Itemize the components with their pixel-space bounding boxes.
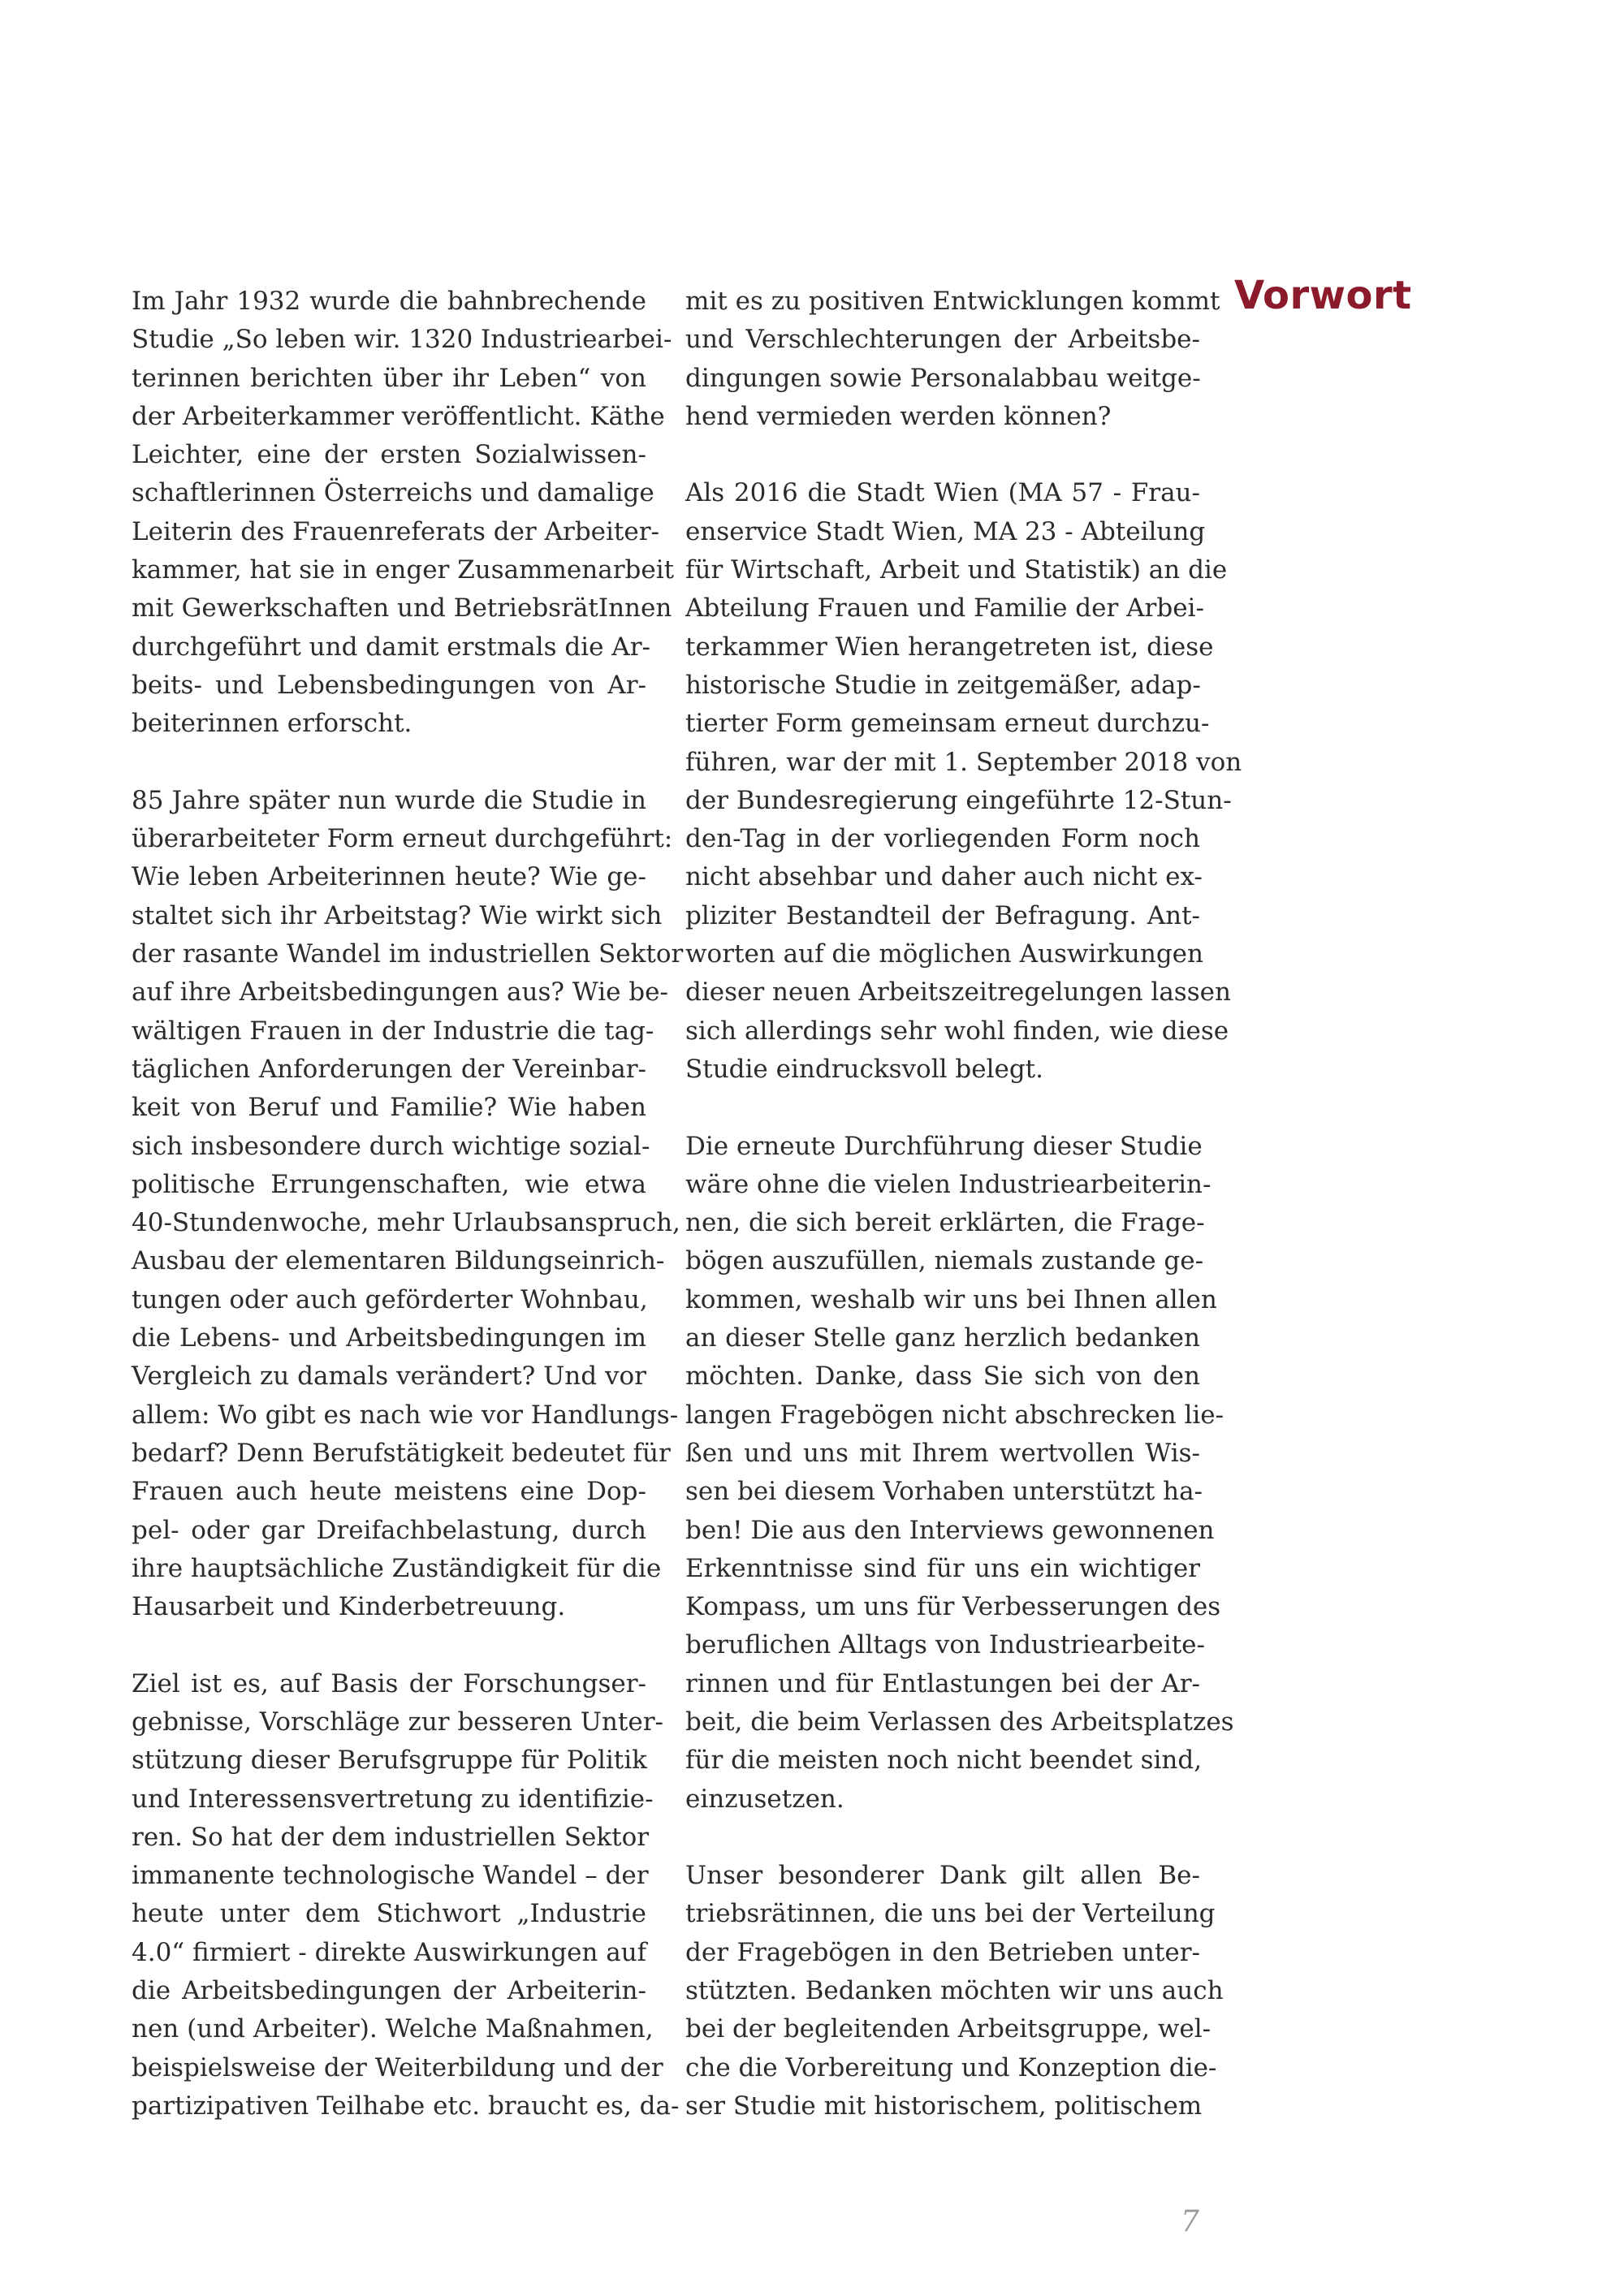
text-line: terinnen berichten über ihr Leben“ von: [132, 363, 646, 393]
text-line: stützten. Bedanken möchten wir uns auch: [685, 1976, 1224, 2006]
text-line: auf ihre Arbeitsbedingungen aus? Wie be-: [132, 978, 668, 1008]
text-line: Als 2016 die Stadt Wien (MA 57 - Frau-: [685, 478, 1200, 508]
text-line: ser Studie mit historischem, politischem: [685, 2091, 1203, 2121]
text-line: der Arbeiterkammer veröffentlicht. Käthe: [132, 401, 665, 431]
text-line: Ausbau der elementaren Bildungseinrich-: [132, 1246, 665, 1276]
text-line: beruflichen Alltags von Industriearbeite-: [685, 1630, 1205, 1660]
text-line: beit, die beim Verlassen des Arbeitsplatzes: [685, 1707, 1234, 1737]
text-column-left: [132, 283, 684, 2126]
text-line: nen, die sich bereit erklärten, die Frage-: [685, 1208, 1205, 1238]
text-line: 40-Stundenwoche, mehr Urlaubsanspruch,: [132, 1208, 680, 1238]
text-line: für die meisten noch nicht beendet sind,: [685, 1746, 1203, 1776]
text-line: rinnen und für Entlastungen bei der Ar-: [685, 1668, 1200, 1698]
text-line: Unser besonderer Dank gilt allen Be-: [685, 1861, 1200, 1891]
text-line: worten auf die möglichen Auswirkungen: [685, 939, 1203, 969]
text-line: täglichen Anforderungen der Vereinbar-: [132, 1054, 646, 1084]
text-line: politische Errungenschaften, wie etwa: [132, 1169, 646, 1199]
paragraph: [132, 1665, 680, 2126]
paragraph: [685, 1128, 1234, 1819]
text-line: der Bundesregierung eingeführte 12-Stun-: [685, 785, 1232, 815]
page-number: 7: [1181, 2205, 1199, 2238]
text-line: durchgeführt und damit erstmals die Ar-: [132, 632, 650, 662]
text-line: die Lebens- und Arbeitsbedingungen im: [132, 1323, 646, 1353]
paragraph-gap: [685, 436, 1200, 474]
text-line: ben! Die aus den Interviews gewonnenen: [685, 1515, 1215, 1545]
text-line: der rasante Wandel im industriellen Sektor: [132, 939, 684, 969]
text-line: ihre hauptsächliche Zuständigkeit für die: [132, 1553, 662, 1583]
text-line: Die erneute Durchführung dieser Studie: [685, 1131, 1203, 1161]
text-line: historische Studie in zeitgemäßer, adap-: [685, 670, 1201, 700]
text-line: der Fragebögen in den Betrieben unter-: [685, 1937, 1200, 1967]
text-line: staltet sich ihr Arbeitstag? Wie wirkt sich: [132, 900, 663, 930]
paragraph: [132, 782, 684, 1627]
text-line: stützung dieser Berufsgruppe für Politik: [132, 1746, 647, 1776]
paragraph-gap: [685, 1089, 1200, 1127]
text-line: Im Jahr 1932 wurde die bahnbrechende: [132, 287, 646, 316]
text-line: bei der begleitenden Arbeitsgruppe, wel-: [685, 2014, 1212, 2044]
text-line: sich allerdings sehr wohl finden, wie diese: [685, 1016, 1229, 1046]
text-line: mit Gewerkschaften und BetriebsrätInnen: [132, 593, 672, 624]
text-line: kammer, hat sie in enger Zusammenarbeit: [132, 555, 675, 585]
text-line: hend vermieden werden können?: [685, 401, 1112, 431]
text-line: beits- und Lebensbedingungen von Ar-: [132, 670, 646, 700]
text-line: allem: Wo gibt es nach wie vor Handlungs-: [132, 1400, 679, 1430]
text-line: nen (und Arbeiter). Welche Maßnahmen,: [132, 2014, 654, 2044]
text-line: schaftlerinnen Österreichs und damalige: [132, 478, 654, 508]
paragraph: [685, 1857, 1224, 2126]
text-line: partizipativen Teilhabe etc. braucht es, da-: [132, 2091, 680, 2121]
paragraph-gap: [685, 1819, 1200, 1857]
text-line: Frauen auch heute meistens eine Dop-: [132, 1477, 646, 1507]
text-column-right: [685, 283, 1242, 2126]
text-line: gebnisse, Vorschläge zur besseren Unter-: [132, 1707, 663, 1737]
text-line: Vergleich zu damals verändert? Und vor: [132, 1362, 646, 1392]
text-line: dieser neuen Arbeitszeitregelungen lassen: [685, 978, 1231, 1008]
text-line: tungen oder auch geförderter Wohnbau,: [132, 1284, 648, 1314]
paragraph: [685, 474, 1242, 1089]
text-line: nicht absehbar und daher auch nicht ex-: [685, 862, 1203, 892]
text-line: Leiterin des Frauenreferats der Arbeiter-: [132, 516, 660, 546]
text-line: tierter Form gemeinsam erneut durchzu-: [685, 709, 1210, 739]
text-line: Kompass, um uns für Verbesserungen des: [685, 1592, 1221, 1622]
text-line: mit es zu positiven Entwicklungen kommt: [685, 287, 1220, 316]
text-line: führen, war der mit 1. September 2018 von: [685, 747, 1242, 777]
paragraph: [132, 283, 675, 744]
text-line: heute unter dem Stichwort „Industrie: [132, 1899, 646, 1929]
text-line: pliziter Bestandteil der Befragung. Ant-: [685, 900, 1200, 930]
text-line: und Verschlechterungen der Arbeitsbe-: [685, 325, 1200, 355]
text-line: Studie eindrucksvoll belegt.: [685, 1054, 1043, 1084]
text-line: pel- oder gar Dreifachbelastung, durch: [132, 1515, 646, 1545]
text-line: kommen, weshalb wir uns bei Ihnen allen: [685, 1284, 1217, 1314]
text-line: ßen und uns mit Ihrem wertvollen Wis-: [685, 1438, 1200, 1468]
text-line: immanente technologische Wandel – der: [132, 1861, 649, 1891]
text-line: überarbeiteter Form erneut durchgeführt:: [132, 824, 673, 854]
text-line: 4.0“ firmiert - direkte Auswirkungen auf: [132, 1937, 647, 1967]
paragraph-gap: [132, 1626, 646, 1664]
text-line: einzusetzen.: [685, 1784, 844, 1814]
text-line: möchten. Danke, dass Sie sich von den: [685, 1362, 1200, 1392]
paragraph-gap: [132, 744, 646, 782]
text-line: bögen auszufüllen, niemals zustande ge-: [685, 1246, 1204, 1276]
text-line: beispielsweise der Weiterbildung und der: [132, 2052, 663, 2082]
text-line: den-Tag in der vorliegenden Form noch: [685, 824, 1200, 854]
text-line: Hausarbeit und Kinderbetreuung.: [132, 1592, 566, 1622]
text-line: wäre ohne die vielen Industriearbeiterin-: [685, 1169, 1212, 1199]
text-line: ren. So hat der dem industriellen Sektor: [132, 1822, 650, 1852]
text-line: triebsrätinnen, die uns bei der Verteilung: [685, 1899, 1216, 1929]
text-line: 85 Jahre später nun wurde die Studie in: [132, 785, 646, 815]
text-line: sen bei diesem Vorhaben unterstützt ha-: [685, 1477, 1203, 1507]
text-line: dingungen sowie Personalabbau weitge-: [685, 363, 1201, 393]
text-line: Ziel ist es, auf Basis der Forschungser-: [132, 1668, 646, 1698]
text-line: Studie „So leben wir. 1320 Industriearbei-: [132, 325, 672, 355]
text-line: terkammer Wien herangetreten ist, diese: [685, 632, 1214, 662]
text-line: beiterinnen erforscht.: [132, 709, 412, 739]
text-line: Abteilung Frauen und Familie der Arbei-: [685, 593, 1204, 624]
text-line: Wie leben Arbeiterinnen heute? Wie ge-: [132, 862, 646, 892]
text-line: keit von Beruf und Familie? Wie haben: [132, 1093, 646, 1123]
text-line: Erkenntnisse sind für uns ein wichtiger: [685, 1553, 1200, 1583]
text-line: che die Vorbereitung und Konzeption die-: [685, 2052, 1217, 2082]
text-line: wältigen Frauen in der Industrie die tag-: [132, 1016, 654, 1046]
text-line: an dieser Stelle ganz herzlich bedanken: [685, 1323, 1200, 1353]
text-line: und Interessensvertretung zu identifizie-: [132, 1784, 654, 1814]
text-line: für Wirtschaft, Arbeit und Statistik) an die: [685, 555, 1228, 585]
text-line: Leichter, eine der ersten Sozialwissen-: [132, 440, 646, 470]
text-line: langen Fragebögen nicht abschrecken lie-: [685, 1400, 1224, 1430]
text-line: die Arbeitsbedingungen der Arbeiterin-: [132, 1976, 646, 2006]
paragraph: [685, 283, 1220, 436]
text-line: bedarf? Denn Berufstätigkeit bedeutet für: [132, 1438, 671, 1468]
section-title: Vorwort: [1234, 273, 1412, 318]
text-line: enservice Stadt Wien, MA 23 - Abteilung: [685, 516, 1206, 546]
text-line: sich insbesondere durch wichtige sozial-: [132, 1131, 650, 1161]
